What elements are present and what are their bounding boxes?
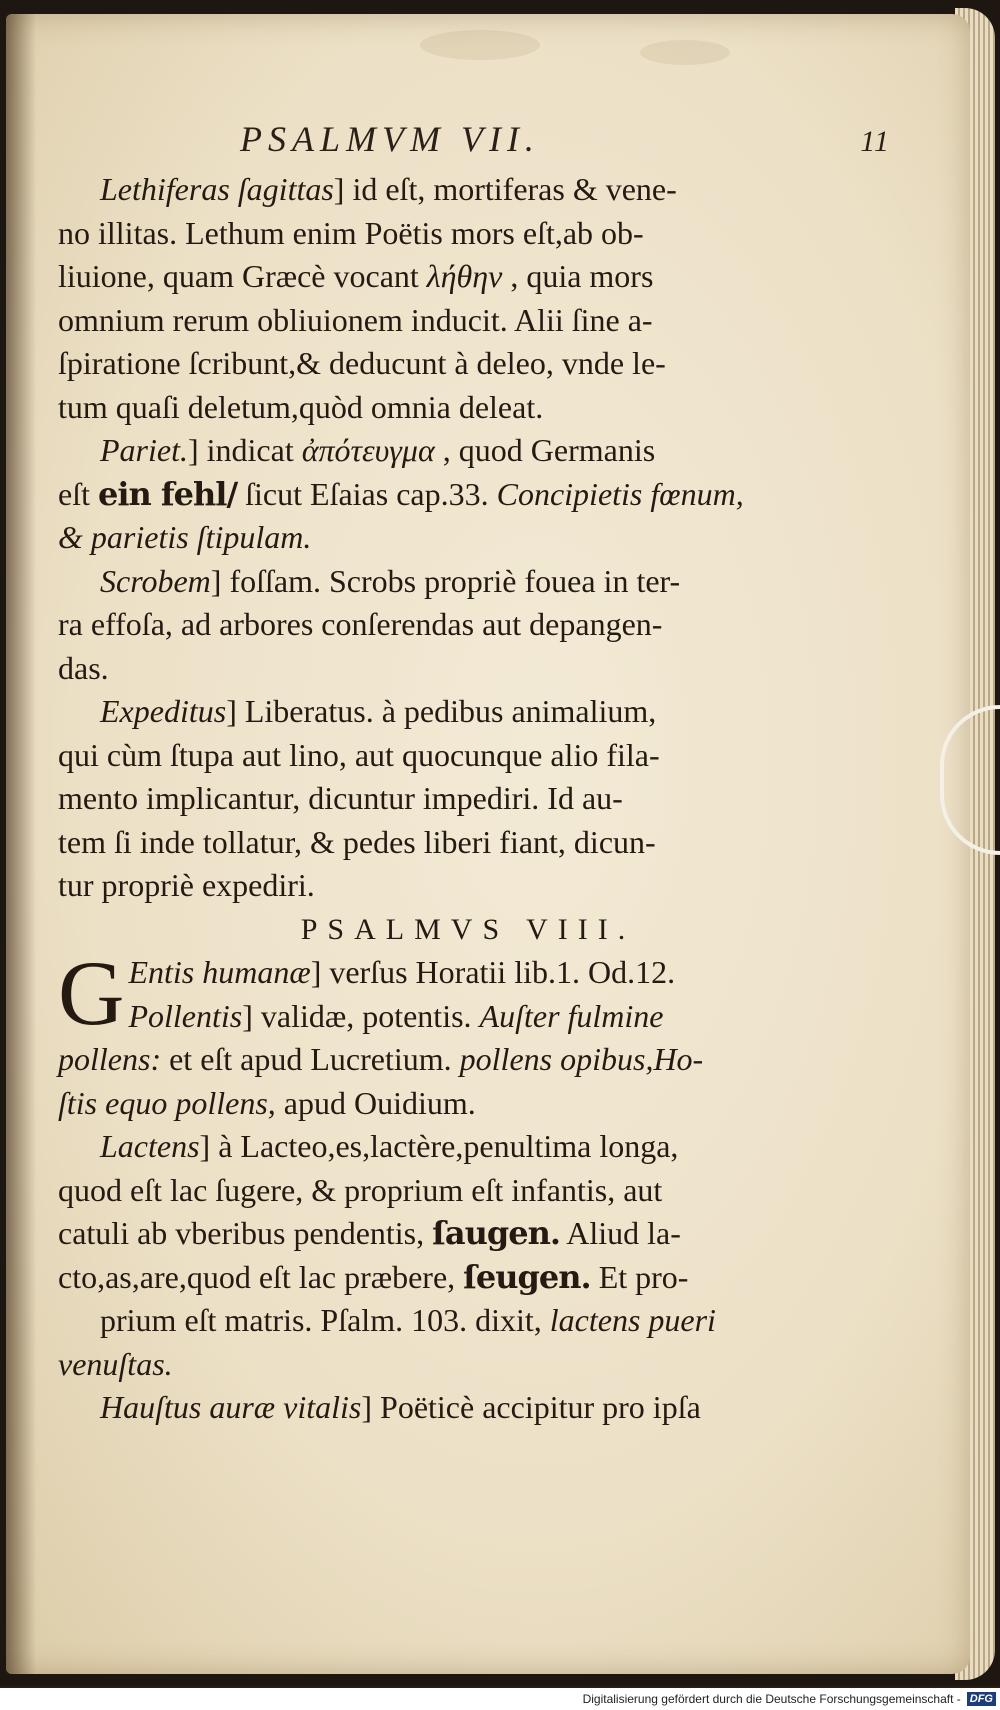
text-line bbox=[58, 647, 818, 691]
german-word: ſaugen. bbox=[432, 1214, 561, 1252]
text-line bbox=[58, 1299, 818, 1343]
text-line bbox=[58, 864, 818, 908]
line-text: et bbox=[161, 1041, 201, 1077]
text-line bbox=[58, 1212, 818, 1256]
text-line bbox=[58, 1386, 818, 1430]
line-text: omnium rerum obliuionem inducit. Alii ſine a- bbox=[58, 301, 653, 338]
line-text: ra effoſa, ad arbores conſerendas aut depangen- bbox=[58, 606, 663, 642]
text-line bbox=[58, 821, 818, 865]
line-text: catuli ab vberibus pendentis, bbox=[58, 1215, 433, 1251]
lemma: Expeditus bbox=[100, 693, 227, 729]
line-text: Aliud la- bbox=[560, 1215, 681, 1251]
italic-text: pollens opibus, bbox=[459, 1041, 654, 1077]
paper-stain bbox=[640, 40, 730, 65]
greek-word: λήθην bbox=[426, 258, 503, 294]
text-line bbox=[58, 995, 818, 1039]
running-title: PSALMVM VII. bbox=[240, 119, 540, 159]
text-line bbox=[58, 386, 818, 430]
line-text: ] à Lacteo,es,lactère,penultima longa, bbox=[199, 1128, 679, 1164]
line-text: ] Poëticè accipitur pro ipſa bbox=[361, 1389, 701, 1425]
line-text: ſpiratione ſcribunt,& deducunt à deleo, vnde le- bbox=[58, 345, 666, 381]
line-text: ] id eſt, mortiferas & vene- bbox=[333, 171, 677, 207]
text-line bbox=[58, 690, 818, 734]
drop-capital: G bbox=[58, 942, 125, 1044]
text-line bbox=[58, 734, 818, 778]
text-line bbox=[58, 255, 818, 299]
german-word: ein fehl/ bbox=[97, 474, 238, 513]
line-text: cto,as,are,quod eſt lac præbere, bbox=[58, 1258, 464, 1295]
line-text: liuione, quam Græcè vocant bbox=[58, 258, 427, 294]
line-text: ] Liberatus. à pedibus animalium, bbox=[226, 693, 657, 729]
text-line bbox=[58, 429, 818, 473]
italic-text: Concipietis fœnum, bbox=[496, 475, 744, 512]
italic-text: lactens pueri bbox=[549, 1302, 716, 1338]
german-word: ſeugen. bbox=[463, 1257, 591, 1296]
line-text: , quod Germanis bbox=[434, 432, 656, 468]
text-line bbox=[58, 1125, 818, 1169]
text-block bbox=[58, 168, 818, 1430]
digitization-footer bbox=[0, 1688, 1000, 1710]
line-text: , quia mors bbox=[502, 258, 654, 294]
page-number: 11 bbox=[860, 125, 890, 158]
italic-text: pollens: bbox=[58, 1041, 162, 1077]
text-line bbox=[58, 1038, 818, 1082]
line-text: tur propriè expediri. bbox=[58, 867, 315, 903]
italic-text: venuſtas. bbox=[58, 1345, 173, 1382]
italic-text: ſtis equo pollens, bbox=[58, 1084, 276, 1121]
line-text: eſt bbox=[58, 475, 98, 512]
text-line bbox=[58, 1082, 818, 1126]
lemma: Lethiferas ſagittas bbox=[100, 171, 334, 207]
line-text: ] indicat bbox=[187, 432, 302, 468]
text-line bbox=[58, 168, 818, 212]
line-text: ] verſus Horatii lib.1. Od.12. bbox=[310, 954, 676, 990]
italic-text: Ho- bbox=[653, 1041, 704, 1077]
italic-text: & parietis ſtipulam. bbox=[58, 519, 312, 555]
text-line bbox=[58, 777, 818, 821]
text-line bbox=[58, 342, 818, 386]
section-heading: PSALMVS VIII. bbox=[300, 912, 636, 946]
line-text: qui cùm ſtupa aut lino, aut quocunque alio fila- bbox=[58, 736, 660, 773]
line-text: das. bbox=[58, 649, 109, 686]
text-line bbox=[58, 1343, 818, 1387]
lemma: Scrobem bbox=[100, 562, 211, 599]
footer-credit: Digitalisierung gefördert durch die Deutsche Forschungsgemeinschaft - bbox=[582, 1692, 961, 1706]
commentary-psalm-7 bbox=[58, 168, 818, 908]
greek-word: ἀπότευγμα bbox=[301, 432, 435, 468]
paper-stain bbox=[420, 30, 540, 60]
line-text: ] validæ, potentis. bbox=[242, 997, 480, 1034]
gutter-shadow bbox=[6, 14, 36, 1674]
lemma: Hauſtus auræ vitalis bbox=[100, 1389, 362, 1425]
text-line bbox=[58, 951, 818, 995]
line-text: apud Ouidium. bbox=[275, 1084, 476, 1121]
lemma: Lactens bbox=[100, 1128, 200, 1164]
line-text: mento implicantur, dicuntur impediri. Id au- bbox=[58, 780, 623, 816]
line-text: Et pro- bbox=[590, 1258, 689, 1295]
line-text: tum quaſi deletum,quòd omnia deleat. bbox=[58, 388, 544, 425]
text-line bbox=[58, 1169, 818, 1213]
line-text: ſicut Eſaias cap.33. bbox=[237, 475, 497, 512]
text-line bbox=[58, 212, 818, 256]
lemma: Pariet. bbox=[100, 432, 188, 468]
line-text: eſt apud Lucretium. bbox=[200, 1041, 460, 1077]
running-head bbox=[240, 118, 890, 168]
lemma: Pollentis bbox=[128, 997, 243, 1034]
line-text: prium eſt matris. Pſalm. 103. dixit, bbox=[100, 1302, 550, 1338]
line-text: no illitas. Lethum enim Poëtis mors eſt,ab ob- bbox=[58, 214, 644, 251]
line-text: ] foſſam. Scrobs propriè fouea in ter- bbox=[210, 562, 681, 599]
text-line bbox=[58, 560, 818, 604]
text-line bbox=[58, 299, 818, 343]
italic-text: Auſter fulmine bbox=[479, 997, 664, 1034]
line-text: tem ſi inde tollatur, & pedes liberi fiant, dicun- bbox=[58, 823, 656, 860]
commentary-psalm-8 bbox=[58, 942, 818, 1430]
text-line bbox=[58, 1256, 818, 1300]
text-line bbox=[58, 473, 818, 517]
dfg-logo: DFG bbox=[967, 1692, 996, 1706]
lemma: Entis humanæ bbox=[128, 954, 311, 990]
line-text: quod eſt lac ſugere, & proprium eſt infantis, aut bbox=[58, 1171, 663, 1208]
text-line bbox=[58, 603, 818, 647]
text-line bbox=[58, 516, 818, 560]
